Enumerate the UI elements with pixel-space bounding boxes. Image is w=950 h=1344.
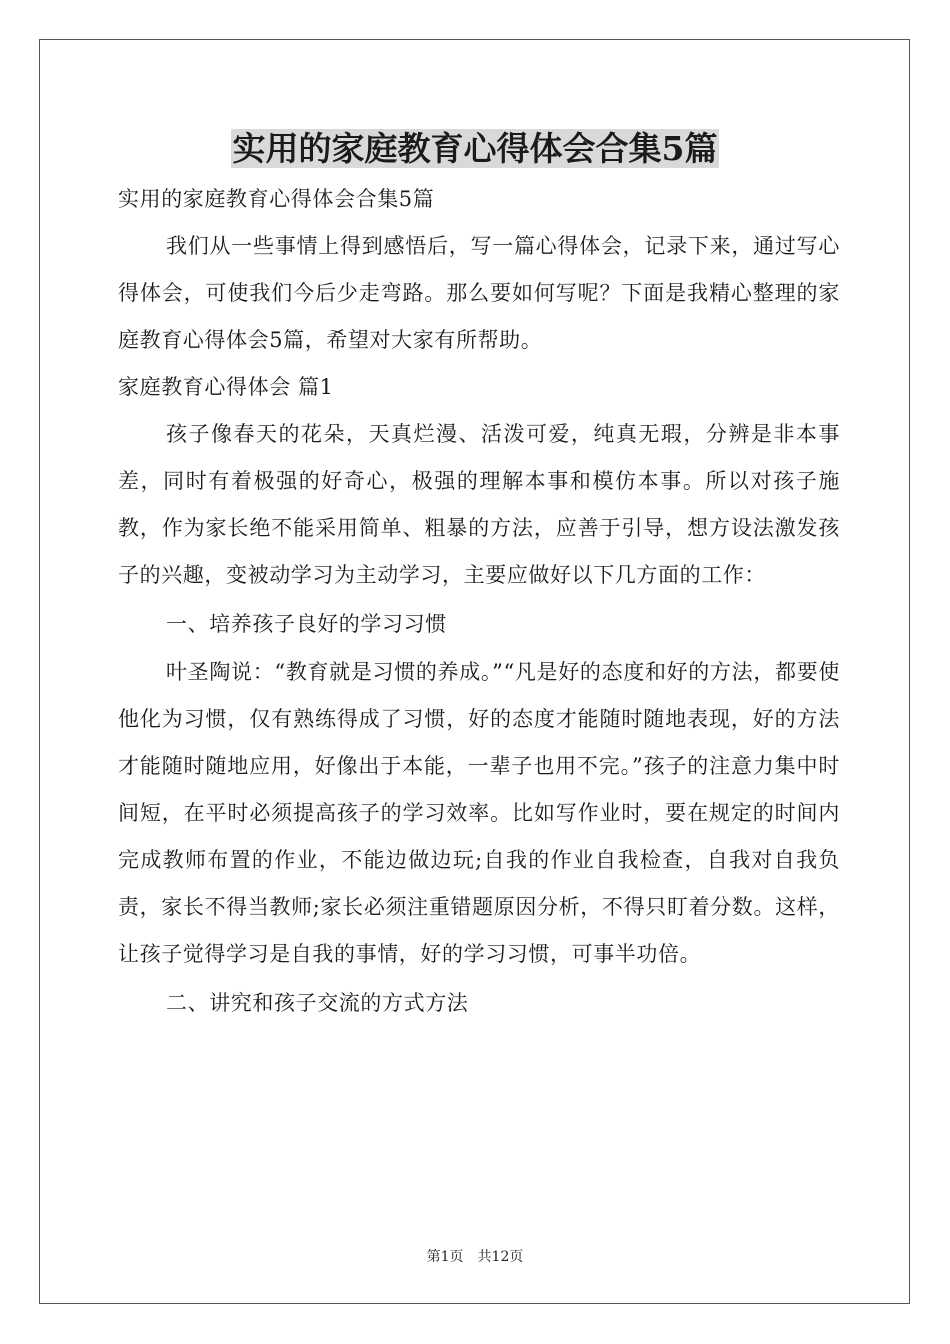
document-title: [0, 124, 950, 174]
subheading-habits: 一、培养孩子良好的学习习惯: [166, 612, 447, 636]
document-subtitle: 实用的家庭教育心得体会合集5篇: [118, 187, 435, 211]
intro-paragraph: 我们从一些事情上得到感悟后，写一篇心得体会，记录下来，通过写心得体会，可使我们今后少走弯路。那么要如何写呢？下面是我精心整理的家庭教育心得体会5篇，希望对大家有所帮助。: [118, 234, 840, 352]
subheading-communication: 二、讲究和孩子交流的方式方法: [166, 991, 469, 1015]
body-paragraph: 孩子像春天的花朵，天真烂漫、活泼可爱，纯真无瑕，分辨是非本事差，同时有着极强的好奇心，极强的理解本事和模仿本事。所以对孩子施教，作为家长绝不能采用简单、粗暴的方法，应善于引导，想方设法激发孩子的兴趣，变被动学习为主动学习，主要应做好以下几方面的工作：: [118, 422, 840, 587]
body-paragraph: 叶圣陶说：“教育就是习惯的养成。”“凡是好的态度和好的方法，都要使他化为习惯，仅有熟练得成了习惯，好的态度才能随时随地表现，好的方法才能随时随地应用，好像出于本能，一辈子也用不完。”孩子的注意力集中时间短，在平时必须提高孩子的学习效率。比如写作业时，要在规定的时间内完成教师布置的作业，不能边做边玩;自我的作业自我检查，自我对自我负责，家长不得当教师;家长必须注重错题原因分析，不得只盯着分数。这样，让孩子觉得学习是自我的事情，好的学习习惯，可事半功倍。: [118, 660, 840, 966]
section-heading-part1: 家庭教育心得体会 篇1: [118, 375, 334, 399]
page-number: 第1页 共12页: [426, 1249, 524, 1265]
document-body: [118, 176, 840, 1028]
document-title-text: 实用的家庭教育心得体会合集5篇: [232, 129, 718, 168]
